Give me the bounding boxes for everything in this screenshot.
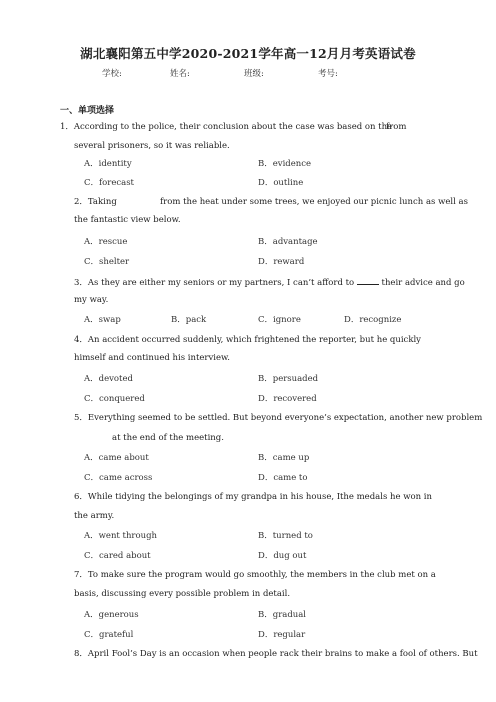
option-a[interactable]: A．identity [84,159,132,169]
question-1-line-1-end: from [386,122,407,132]
section-heading: 一、单项选择 [60,106,115,116]
question-6-line-2: the army. [74,511,115,521]
option-a[interactable]: A．swap [84,315,121,325]
class-label: 班级: [244,69,264,79]
page-title: 湖北襄阳第五中学2020-2021学年高一12月月考英语试卷 [80,46,416,61]
option-a[interactable]: A．came about [84,453,149,463]
option-b[interactable]: B．pack [171,315,207,325]
question-6-line-1-start: 6．While tidying the belongings of my grandpa in his house, I [74,492,341,502]
option-c[interactable]: C．came across [84,473,153,483]
question-5-line-2: at the end of the meeting. [112,433,224,443]
question-2-line-1-start: 2．Taking [74,197,117,207]
question-7-line-1: 7．To make sure the program would go smoothly, the members in the club met on a [74,570,436,580]
question-4-line-1: 4．An accident occurred suddenly, which frightened the reporter, but he quickly [74,335,421,345]
question-7-line-2: basis, discussing every possible problem in detail. [74,589,291,599]
option-b[interactable]: B．advantage [258,237,318,247]
option-b[interactable]: B．gradual [258,610,307,620]
question-2-line-1-end: from the heat under some trees, we enjoyed our picnic lunch as well as [160,197,468,207]
option-a[interactable]: A．generous [84,610,139,620]
option-d[interactable]: D．reward [258,257,305,267]
name-label: 姓名: [170,69,190,79]
school-label: 学校: [102,69,122,79]
option-c[interactable]: C．shelter [84,257,130,267]
option-d[interactable]: D．outline [258,178,304,188]
option-b[interactable]: B．evidence [258,159,312,169]
option-a[interactable]: A．went through [84,531,157,541]
option-d[interactable]: D．dug out [258,551,307,561]
question-4-line-2: himself and continued his interview. [74,353,230,363]
question-3-line-2: my way. [74,295,109,305]
option-d[interactable]: D．recognize [344,315,402,325]
answer-blank [357,275,379,285]
option-b[interactable]: B．came up [258,453,310,463]
option-a[interactable]: A．devoted [84,374,133,384]
option-d[interactable]: D．recovered [258,394,317,404]
option-d[interactable]: D．came to [258,473,308,483]
question-2-line-2: the fantastic view below. [74,215,181,225]
option-d[interactable]: D．regular [258,630,306,640]
question-1-line-2: several prisoners, so it was reliable. [74,141,230,151]
option-a[interactable]: A．rescue [84,237,128,247]
option-c[interactable]: C．forecast [84,178,134,188]
option-c[interactable]: C．grateful [84,630,134,640]
option-b[interactable]: B．turned to [258,531,313,541]
question-3-line-1: 3．As they are either my seniors or my partners, I can’t afford to their advice and go [74,275,465,289]
option-c[interactable]: C．conquered [84,394,145,404]
number-label: 考号: [318,69,338,79]
question-1-line-1: 1．According to the police, their conclusion about the case was based on the [60,122,393,132]
option-c[interactable]: C．cared about [84,551,151,561]
question-6-line-1-end: the medals he won in [340,492,432,502]
question-8-line-1: 8．April Fool’s Day is an occasion when people rack their brains to make a fool of others. But [74,649,478,659]
option-c[interactable]: C．ignore [258,315,301,325]
question-5-line-1: 5．Everything seemed to be settled. But beyond everyone’s expectation, another new problem [74,413,483,423]
option-b[interactable]: B．persuaded [258,374,319,384]
